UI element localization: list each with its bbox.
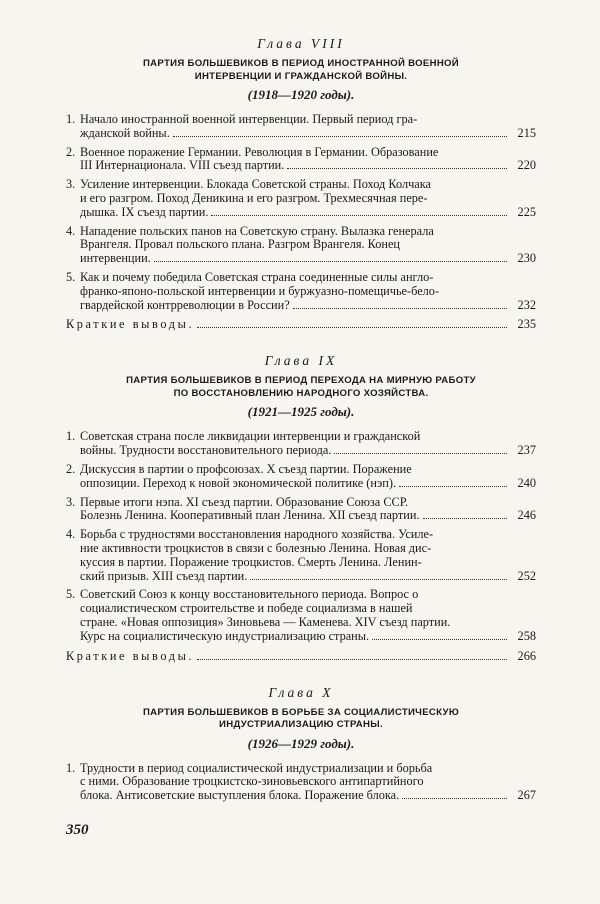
chapter-section bbox=[66, 36, 536, 331]
summary-label: Краткие выводы. bbox=[66, 648, 195, 663]
item-last-line bbox=[80, 159, 536, 173]
item-text-line: ние активности троцкистов в связи с болезнью Ленина. Новая дис- bbox=[80, 540, 432, 555]
chapter-section bbox=[66, 353, 536, 662]
toc-item bbox=[66, 762, 536, 803]
toc-item bbox=[66, 113, 536, 141]
item-last-line bbox=[80, 477, 536, 491]
item-page-number: 246 bbox=[517, 508, 536, 523]
chapter-title-line: ПАРТИЯ БОЛЬШЕВИКОВ В ПЕРИОД ИНОСТРАННОЙ ВОЕННОЙ bbox=[142, 58, 459, 69]
item-page-number: 225 bbox=[517, 204, 536, 219]
summary-row bbox=[66, 317, 536, 331]
item-last-line bbox=[80, 444, 536, 458]
item-last-line bbox=[80, 630, 536, 644]
chapter-label: Глава VIII bbox=[257, 36, 345, 51]
item-text-line: с ними. Образование троцкистско-зиновьевского антипартийного bbox=[80, 774, 424, 789]
item-text-line: Военное поражение Германии. Революция в Германии. Образование bbox=[80, 144, 439, 159]
dot-leader bbox=[402, 797, 507, 799]
item-page-number: 240 bbox=[517, 475, 536, 490]
item-text-line: ский призыв. XIII съезд партии. bbox=[80, 568, 248, 583]
item-number: 1. bbox=[66, 760, 76, 775]
item-last-line bbox=[80, 206, 536, 220]
dot-leader bbox=[173, 135, 507, 137]
item-text-line: Болезнь Ленина. Кооперативный план Ленина. XII съезд партии. bbox=[80, 508, 420, 523]
chapter-years: (1921—1925 годы). bbox=[247, 404, 355, 420]
item-text-line: Дискуссия в партии о профсоюзах. X съезд партии. Поражение bbox=[80, 461, 412, 476]
table-of-contents bbox=[66, 36, 536, 825]
item-page-number: 230 bbox=[517, 251, 536, 266]
item-text-line: стране. «Новая оппозиция» Зиновьева — Каменева. XIV съезд партии. bbox=[80, 614, 451, 629]
chapter-title-line: ПО ВОССТАНОВЛЕНИЮ НАРОДНОГО ХОЗЯЙСТВА. bbox=[173, 387, 429, 399]
item-text-line: Трудности в период социалистической индустриализации и борьба bbox=[80, 760, 433, 775]
item-text-line: интервенции. bbox=[80, 251, 151, 266]
item-number: 4. bbox=[66, 527, 76, 542]
page-number: 350 bbox=[66, 822, 89, 838]
dot-leader bbox=[423, 517, 507, 519]
toc-item bbox=[66, 528, 536, 583]
chapter-title-line: ИНТЕРВЕНЦИИ И ГРАЖДАНСКОЙ ВОЙНЫ. bbox=[194, 70, 408, 82]
chapter-label: Глава X bbox=[268, 684, 334, 700]
item-text-line: блока. Антисоветские выступления блока. Поражение блока. bbox=[80, 788, 400, 803]
chapter-title bbox=[101, 375, 501, 400]
item-text-line: дышка. IX съезд партии. bbox=[80, 204, 209, 219]
chapter-title bbox=[101, 58, 501, 83]
dot-leader bbox=[197, 326, 507, 328]
chapter-years: (1926—1929 годы). bbox=[247, 735, 355, 751]
dot-leader bbox=[211, 214, 507, 216]
summary-label: Краткие выводы. bbox=[66, 317, 195, 332]
item-number: 1. bbox=[66, 429, 76, 444]
item-number: 3. bbox=[66, 494, 76, 509]
chapter-section bbox=[66, 685, 536, 803]
item-number: 3. bbox=[66, 177, 76, 192]
item-text-line: войны. Трудности восстановительного периода. bbox=[80, 443, 332, 458]
dot-leader bbox=[293, 307, 507, 309]
item-text-line: гвардейской контрреволюции в России? bbox=[80, 297, 290, 312]
chapter-title-line: ПАРТИЯ БОЛЬШЕВИКОВ В БОРЬБЕ ЗА СОЦИАЛИСТИЧЕСКУЮ bbox=[142, 706, 460, 718]
item-last-line bbox=[80, 299, 536, 313]
item-page-number: 258 bbox=[517, 628, 536, 643]
item-text-line: социалистическом строительстве и победе социализма в нашей bbox=[80, 601, 413, 616]
toc-item bbox=[66, 463, 536, 491]
item-number: 1. bbox=[66, 112, 76, 126]
chapter-title bbox=[101, 707, 501, 732]
item-text-line: и его разгром. Поход Деникина и его разгром. Трехмесячная пере- bbox=[80, 190, 428, 205]
item-page-number: 252 bbox=[517, 568, 536, 583]
chapter-title-line: ИНДУСТРИАЛИЗАЦИЮ СТРАНЫ. bbox=[219, 719, 383, 731]
item-page-number: 220 bbox=[517, 158, 536, 173]
item-text-line: куссия в партии. Поражение троцкистов. Смерть Ленина. Ленин- bbox=[80, 554, 422, 569]
item-number: 5. bbox=[66, 587, 76, 602]
chapter-title-line: ПАРТИЯ БОЛЬШЕВИКОВ В ПЕРИОД ПЕРЕХОДА НА МИРНУЮ РАБОТУ bbox=[126, 375, 476, 387]
item-text-line: Усиление интервенции. Блокада Советской страны. Поход Колчака bbox=[80, 177, 431, 192]
item-last-line bbox=[80, 252, 536, 266]
item-text-line: Борьба с трудностями восстановления народного хозяйства. Усиле- bbox=[80, 527, 434, 542]
toc-item bbox=[66, 146, 536, 174]
toc-item bbox=[66, 178, 536, 219]
item-text-line: жданской войны. bbox=[80, 125, 170, 140]
item-text-line: Курс на социалистическую индустриализацию страны. bbox=[80, 628, 370, 643]
item-text-line: Советский Союз к концу восстановительного периода. Вопрос о bbox=[80, 587, 419, 602]
item-last-line bbox=[80, 570, 536, 584]
dot-leader bbox=[399, 485, 507, 487]
item-last-line bbox=[80, 789, 536, 803]
item-last-line bbox=[80, 127, 536, 141]
item-text-line: франко-японо-польской интервенции и буржуазно-помещичье-бело- bbox=[80, 283, 440, 298]
item-last-line bbox=[80, 509, 536, 523]
item-page-number: 237 bbox=[517, 443, 536, 458]
item-text-line: Нападение польских панов на Советскую страну. Вылазка генерала bbox=[80, 223, 434, 238]
item-number: 2. bbox=[66, 461, 76, 476]
item-text-line: III Интернационала. VIII съезд партии. bbox=[80, 158, 285, 173]
item-text-line: Первые итоги нэпа. XI съезд партии. Образование Союза ССР. bbox=[80, 494, 409, 509]
toc-item bbox=[66, 430, 536, 458]
dot-leader bbox=[154, 260, 507, 262]
item-text-line: Врангеля. Провал польского плана. Разгром Врангеля. Конец bbox=[80, 237, 401, 252]
item-number: 4. bbox=[66, 223, 76, 238]
toc-item bbox=[66, 271, 536, 312]
dot-leader bbox=[334, 452, 507, 454]
item-text-line: Начало иностранной военной интервенции. Первый период гра- bbox=[80, 112, 418, 126]
toc-item bbox=[66, 588, 536, 643]
dot-leader bbox=[250, 578, 507, 580]
item-text-line: оппозиции. Переход к новой экономической политике (нэп). bbox=[80, 475, 397, 490]
dot-leader bbox=[372, 638, 507, 640]
chapter-years: (1918—1920 годы). bbox=[247, 87, 355, 102]
chapter-label: Глава IX bbox=[264, 353, 338, 369]
item-page-number: 267 bbox=[517, 788, 536, 803]
item-number: 5. bbox=[66, 269, 76, 284]
item-text-line: Как и почему победила Советская страна соединенные силы англо- bbox=[80, 269, 434, 284]
dot-leader bbox=[287, 167, 507, 169]
item-text-line: Советская страна после ликвидации интервенции и гражданской bbox=[80, 429, 421, 444]
toc-item bbox=[66, 225, 536, 266]
item-page-number: 215 bbox=[517, 125, 536, 140]
item-page-number: 232 bbox=[517, 297, 536, 312]
summary-row bbox=[66, 649, 536, 663]
toc-item bbox=[66, 496, 536, 524]
dot-leader bbox=[197, 658, 507, 660]
summary-page-number: 235 bbox=[517, 317, 536, 332]
summary-page-number: 266 bbox=[517, 648, 536, 663]
item-number: 2. bbox=[66, 144, 76, 159]
